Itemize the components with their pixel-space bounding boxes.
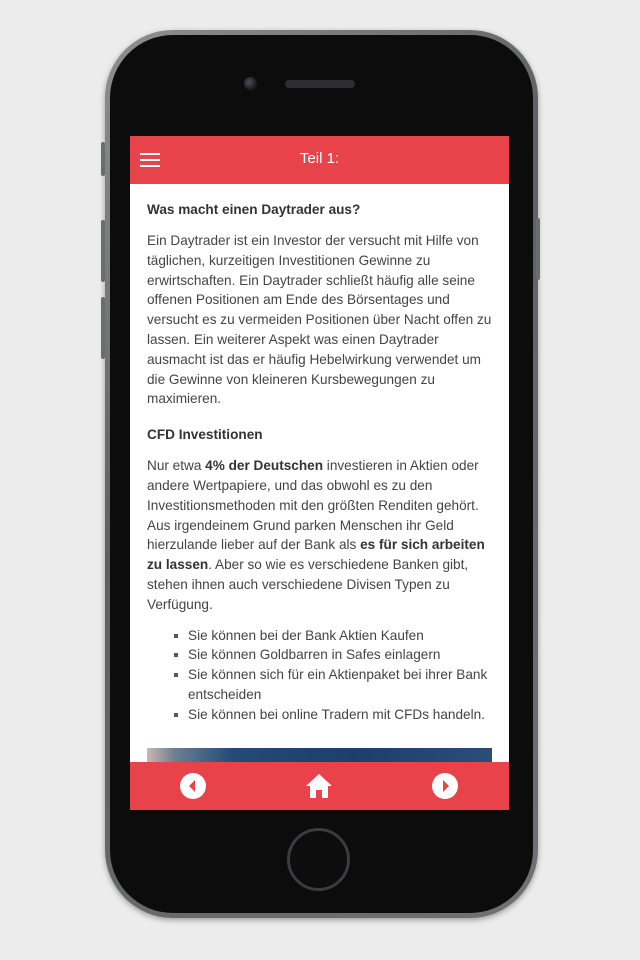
bullet-list xyxy=(147,626,493,725)
article-paragraph-cfd xyxy=(147,456,493,614)
list-item: Sie können bei online Tradern mit CFDs handeln. xyxy=(188,705,493,725)
mute-switch xyxy=(101,142,105,176)
text-span: Nur etwa xyxy=(147,458,206,474)
text-span: investieren in Aktien oder andere Wertpapiere, und das obwohl es zu den Investitionsmethoden mit den größten Renditen gehört. Aus irgendeinem Grund parken Menschen ihr Geld hierzulande lieber auf der Bank als xyxy=(147,458,479,553)
app-screen xyxy=(130,136,509,810)
bold-text: 4% der Deutschen xyxy=(205,458,324,474)
list-item: Sie können bei der Bank Aktien Kaufen xyxy=(188,626,493,646)
top-app-bar xyxy=(130,136,509,184)
chevron-left-circle-icon xyxy=(180,773,206,799)
article-heading-cfd: CFD Investitionen xyxy=(147,427,263,443)
bold-text: es für sich arbeiten zu lassen xyxy=(147,537,485,573)
volume-down-button xyxy=(101,297,105,359)
front-camera xyxy=(244,77,257,90)
article-heading-daytrader: Was macht einen Daytrader aus? xyxy=(147,202,361,217)
list-item: Sie können Goldbarren in Safes einlagern xyxy=(188,645,493,665)
article-paragraph-daytrader: Ein Daytrader ist ein Investor der versucht mit Hilfe von täglichen, kurzeitigen Investitionen Gewinne zu erwirtschaften. Ein Daytrader schließt häufig alle seine offenen Positionen am Ende des Börsentages und versucht es zu vermeiden Positionen über Nacht offen zu lassen. Ein weiterer Aspekt was einen Daytrader ausmacht ist das er häufig Hebelwirkung verwendet um die Gewinne von kleineren Kursbewegungen zu maximieren. xyxy=(147,233,492,407)
home-icon xyxy=(305,773,333,799)
page-title: Teil 1: xyxy=(299,150,340,167)
chevron-right-circle-icon xyxy=(432,773,458,799)
previous-button[interactable] xyxy=(180,773,206,799)
text-span: . Aber so wie es verschiedene Banken gibt, stehen ihnen auch verschiedene Divisen Typen zu Verfügung. xyxy=(147,557,469,612)
home-button[interactable] xyxy=(305,773,333,799)
list-item: Sie können sich für ein Aktienpaket bei ihrer Bank entscheiden xyxy=(188,665,493,705)
volume-up-button xyxy=(101,220,105,282)
phone-home-key xyxy=(287,828,350,891)
article-content[interactable] xyxy=(147,184,493,762)
earpiece-speaker xyxy=(285,80,355,88)
bottom-nav-bar xyxy=(130,762,509,810)
next-button[interactable] xyxy=(432,773,458,799)
power-button xyxy=(536,218,540,280)
